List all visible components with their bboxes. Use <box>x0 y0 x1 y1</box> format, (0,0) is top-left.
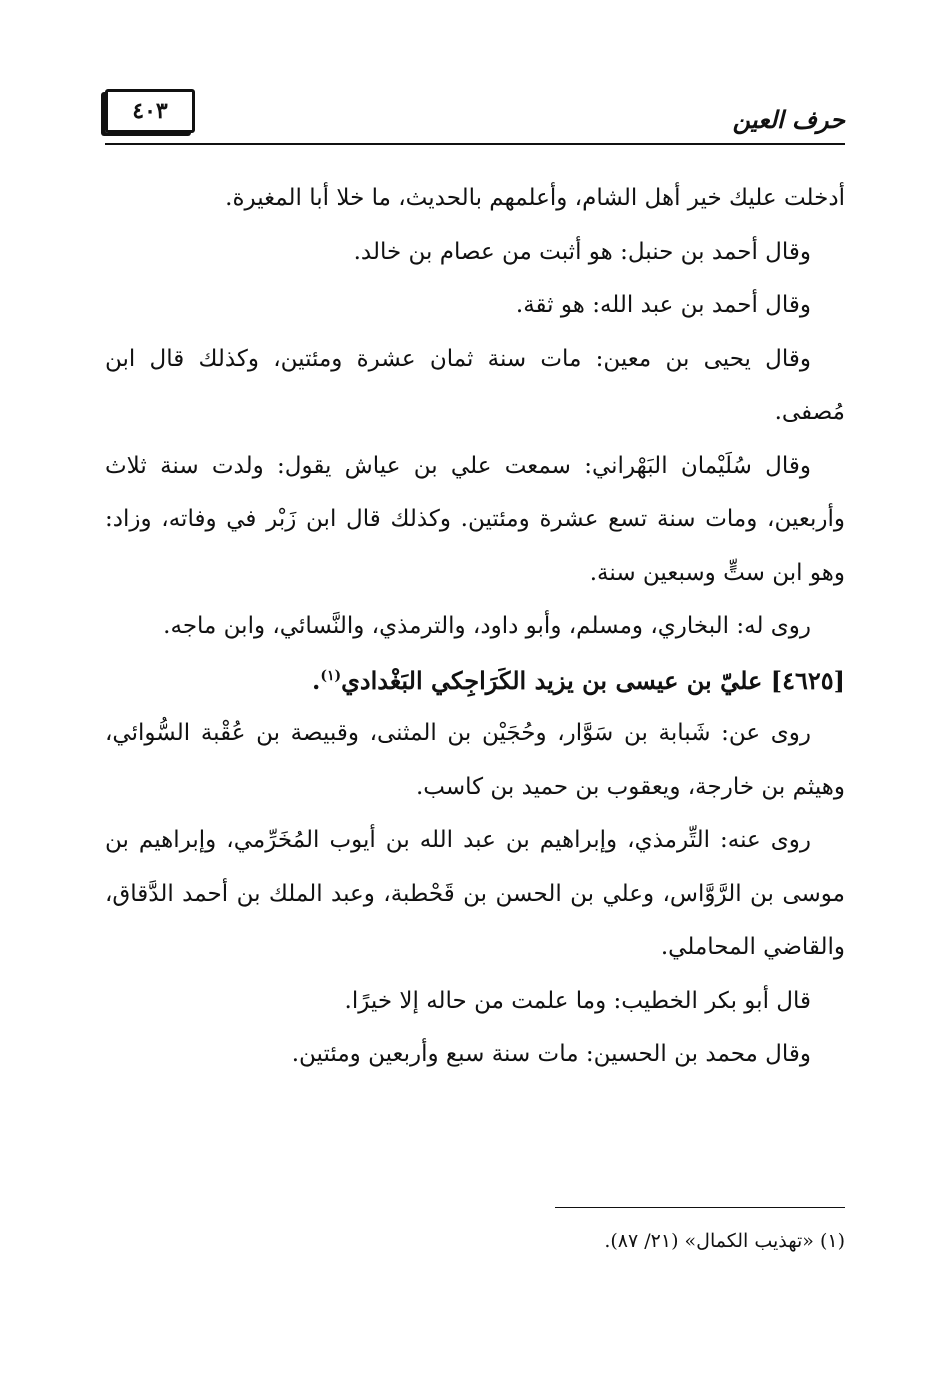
entry-number: [٤٦٢٥] <box>770 665 845 695</box>
entry-name: عليّ بن عيسى بن يزيد الكَرَاجِكي البَغْدادي <box>341 665 763 695</box>
entry-heading <box>105 654 845 708</box>
paragraph: قال أبو بكر الخطيب: وما علمت من حاله إلا خيرًا. <box>344 987 811 1014</box>
paragraph: أدخلت عليك خير أهل الشام، وأعلمهم بالحديث، ما خلا أبا المغيرة. <box>225 185 845 211</box>
paragraph: روى له: البخاري، ومسلم، وأبو داود، والترمذي، والنَّسائي، وابن ماجه. <box>163 613 811 639</box>
paragraph: وقال أحمد بن عبد الله: هو ثقة. <box>515 292 811 318</box>
page-number: ٤٠٣ <box>105 89 195 133</box>
entry-end-mark: . <box>311 665 321 695</box>
paragraph: وقال أحمد بن حنبل: هو أثبت من عصام بن خالد. <box>353 238 811 265</box>
paragraph: وقال سُلَيْمان البَهْراني: سمعت علي بن عياش يقول: ولدت سنة ثلاث وأربعين، ومات سنة تسع عشرة ومئتين. وكذلك قال ابن زَبْر في وفاته، وزاد: وهو ابن ستٍّ وسبعين سنة. <box>105 452 845 586</box>
paragraph: روى عن: شَبابة بن سَوَّار، وحُجَيْن بن المثنى، وقبيصة بن عُقْبة السُّوائي، وهيثم بن خارجة، ويعقوب بن حميد بن كاسب. <box>105 720 845 800</box>
running-head: حرف العين <box>732 105 845 134</box>
paragraph: وقال محمد بن الحسين: مات سنة سبع وأربعين ومئتين. <box>291 1041 811 1067</box>
page-header <box>105 85 845 143</box>
paragraph: روى عنه: التِّرمذي، وإبراهيم بن عبد الله بن أيوب المُخَرِّمي، وإبراهيم بن موسى بن الرَّوَّاس، وعلي بن الحسن بن قَحْطبة، وعبد الملك بن أحمد الدَّقاق، والقاضي المحاملي. <box>105 827 845 960</box>
body-text <box>105 172 845 1082</box>
header-rule <box>105 143 845 145</box>
footnote: (١) «تهذيب الكمال» (٢١/ ٨٧). <box>604 1230 845 1252</box>
paragraph: وقال يحيى بن معين: مات سنة ثمان عشرة ومئتين، وكذلك قال ابن مُصفى. <box>105 345 845 425</box>
footnote-reference[interactable]: (١) <box>320 667 342 684</box>
footnote-rule <box>555 1207 845 1208</box>
